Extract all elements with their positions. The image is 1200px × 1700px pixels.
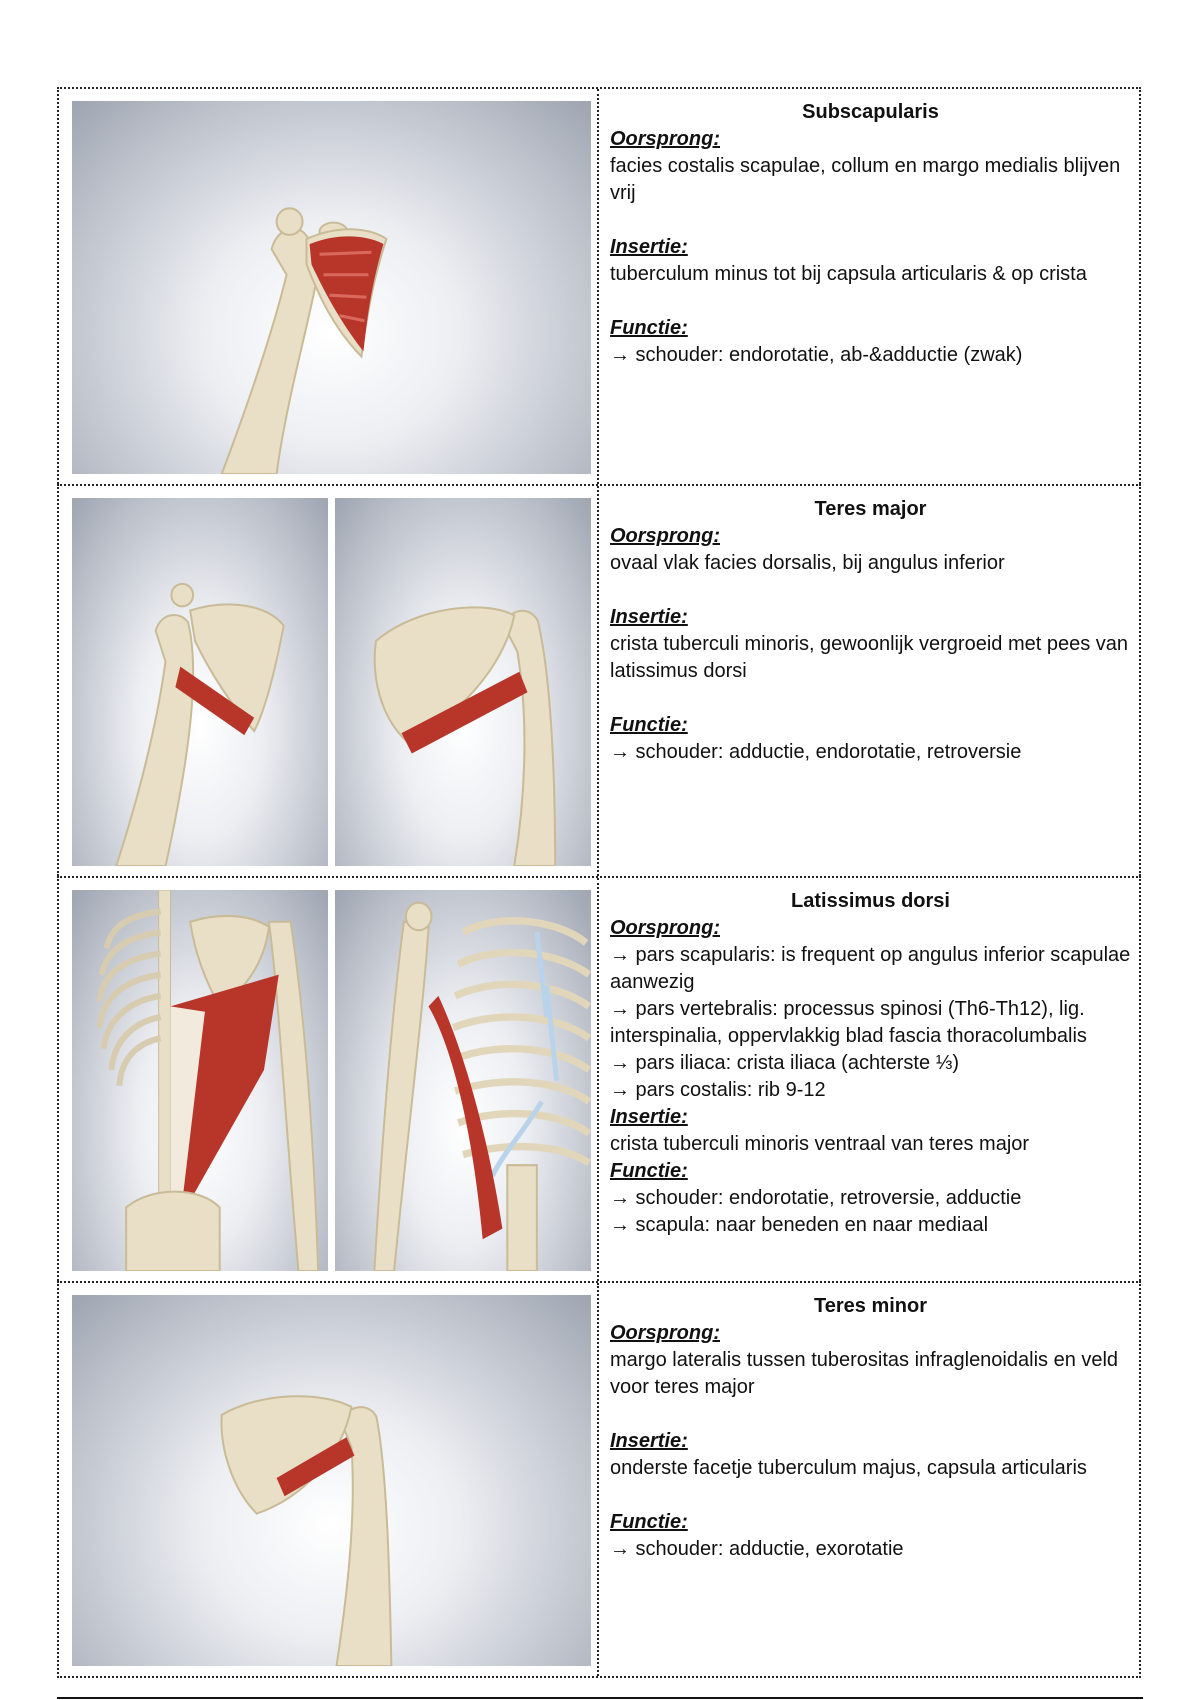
teres-minor-posterior-illustration: [72, 1295, 591, 1666]
origin-text: → pars costalis: rib 9-12: [610, 1079, 826, 1101]
latissimus-dorsi-lateral-illustration: [335, 890, 591, 1271]
muscle-row-teres-major: [57, 484, 1141, 876]
image-cell: [59, 89, 599, 484]
muscle-title: Teres major: [814, 498, 927, 520]
function-text: → schouder: endorotatie, ab-&adductie (zwak): [610, 344, 1023, 366]
image-cell: [59, 878, 599, 1281]
origin-text: facies costalis scapulae, collum en margo medialis blijven vrij: [610, 155, 1121, 204]
function-label: Functie:: [610, 1511, 688, 1533]
description-cell: [599, 89, 1139, 484]
description-cell: [599, 486, 1139, 876]
muscle-title: Latissimus dorsi: [791, 890, 950, 912]
insertion-label: Insertie:: [610, 236, 688, 258]
function-text: → scapula: naar beneden en naar mediaal: [610, 1214, 989, 1236]
image-cell: [59, 1283, 599, 1676]
insertion-text: onderste facetje tuberculum majus, capsula articularis: [610, 1457, 1087, 1479]
insertion-label: Insertie:: [610, 1106, 688, 1128]
latissimus-dorsi-posterior-illustration: [72, 890, 328, 1271]
origin-label: Oorsprong:: [610, 525, 720, 547]
insertion-text: crista tuberculi minoris, gewoonlijk vergroeid met pees van latissimus dorsi: [610, 633, 1129, 682]
function-label: Functie:: [610, 1160, 688, 1182]
muscle-title: Subscapularis: [802, 101, 939, 123]
insertion-label: Insertie:: [610, 606, 688, 628]
subscapularis-anterior-illustration: [72, 101, 591, 474]
function-label: Functie:: [610, 714, 688, 736]
origin-label: Oorsprong:: [610, 128, 720, 150]
origin-text: → pars iliaca: crista iliaca (achterste ⅓): [610, 1052, 960, 1074]
insertion-text: crista tuberculi minoris ventraal van teres major: [610, 1133, 1030, 1155]
origin-text: → pars vertebralis: processus spinosi (Th6-Th12), lig. interspinalia, oppervlakkig blad fascia thoracolumbalis: [610, 998, 1087, 1047]
muscle-table: [57, 87, 1141, 1678]
insertion-label: Insertie:: [610, 1430, 688, 1452]
function-text: → schouder: adductie, exorotatie: [610, 1538, 904, 1560]
muscle-title: Teres minor: [814, 1295, 927, 1317]
function-text: → schouder: adductie, endorotatie, retroversie: [610, 741, 1022, 763]
teres-major-anterior-illustration: [72, 498, 328, 866]
origin-label: Oorsprong:: [610, 917, 720, 939]
muscle-row-latissimus-dorsi: [57, 876, 1141, 1281]
muscle-row-teres-minor: [57, 1281, 1141, 1678]
origin-label: Oorsprong:: [610, 1322, 720, 1344]
origin-text: → pars scapularis: is frequent op angulus inferior scapulae aanwezig: [610, 944, 1131, 993]
function-label: Functie:: [610, 317, 688, 339]
insertion-text: tuberculum minus tot bij capsula articularis & op crista: [610, 263, 1087, 285]
origin-text: margo lateralis tussen tuberositas infraglenoidalis en veld voor teres major: [610, 1349, 1119, 1398]
function-text: → schouder: endorotatie, retroversie, adductie: [610, 1187, 1022, 1209]
origin-text: ovaal vlak facies dorsalis, bij angulus inferior: [610, 552, 1005, 574]
description-cell: [599, 1283, 1139, 1676]
description-cell: [599, 878, 1139, 1281]
image-cell: [59, 486, 599, 876]
muscle-row-subscapularis: [57, 87, 1141, 484]
footer-rule: [57, 1697, 1143, 1699]
teres-major-posterior-illustration: [335, 498, 591, 866]
